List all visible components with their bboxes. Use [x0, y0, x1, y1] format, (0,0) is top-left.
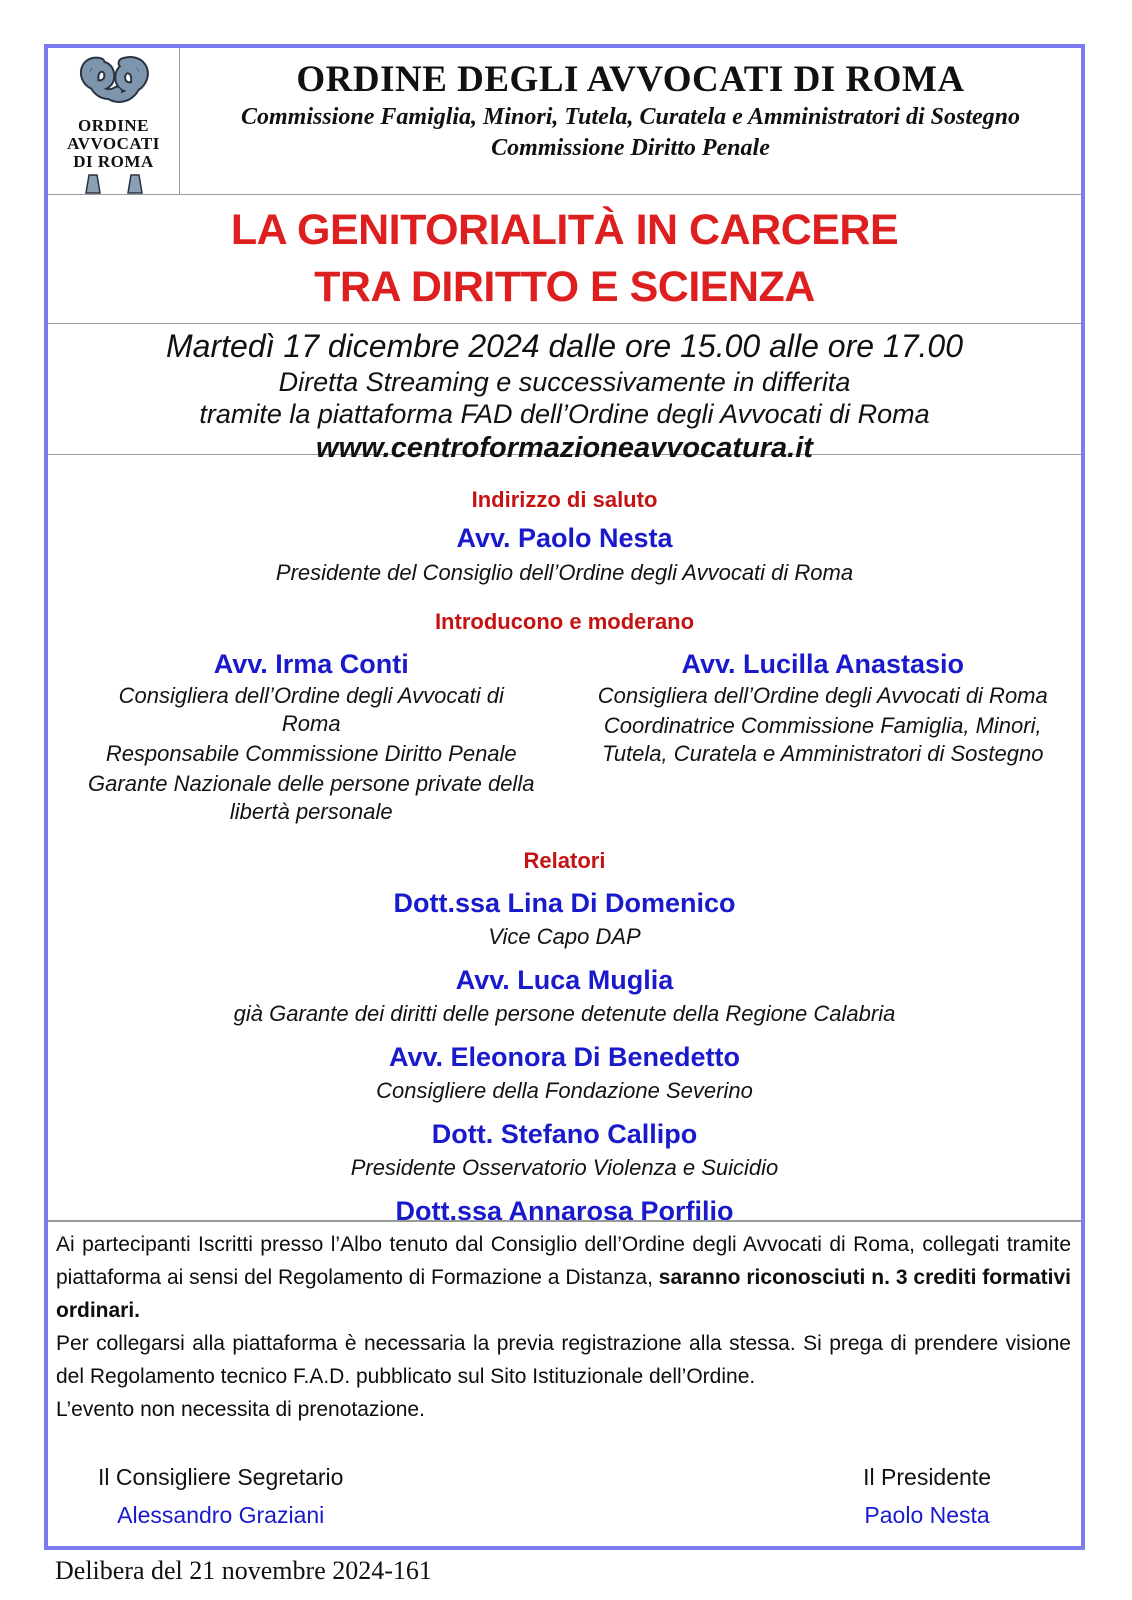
credits-note	[48, 1220, 1081, 1430]
saluto-role: Presidente del Consiglio dell’Ordine degli Avvocati di Roma	[275, 560, 854, 585]
speaker-role: Consigliere della Fondazione Severino	[376, 1078, 753, 1103]
speaker-entry	[48, 1195, 1081, 1220]
column-icon	[127, 174, 143, 194]
logo-columns-icon	[85, 174, 143, 194]
header-title-cell	[180, 48, 1081, 194]
speaker-entry	[48, 964, 1081, 1028]
logo-line-2: AVVOCATI	[67, 134, 160, 153]
moderator-role-line: Garante Nazionale delle persone private della libertà personale	[88, 771, 535, 824]
logo-line-1: ORDINE	[77, 116, 149, 135]
moderators-heading: Introducono e moderano	[434, 609, 695, 634]
delibera-note: Delibera del 21 novembre 2024-161	[55, 1556, 432, 1585]
header	[48, 48, 1081, 195]
speaker-entry	[48, 887, 1081, 951]
signature-left	[98, 1458, 343, 1546]
note-p1-bold: saranno riconosciuti n. 3 crediti formativi ordinari.	[56, 1266, 1071, 1322]
platform-line: tramite la piattaforma FAD dell’Ordine degli Avvocati di Roma	[199, 399, 930, 429]
speaker-name: Dott. Stefano Callipo	[431, 1119, 698, 1149]
saluto-heading: Indirizzo di saluto	[471, 487, 658, 512]
moderators-columns	[48, 639, 1081, 826]
signature-name: Paolo Nesta	[864, 1502, 990, 1528]
moderator-role-line: Coordinatrice Commissione Famiglia, Minori, Tutela, Curatela e Amministratori di Sostegno	[602, 713, 1044, 766]
logo-cell	[48, 48, 180, 194]
moderator-role-line: Consigliera dell’Ordine degli Avvocati di Roma	[597, 683, 1048, 708]
signature-title: Il Presidente	[863, 1464, 991, 1490]
website-url: www.centroformazioneavvocatura.it	[316, 432, 813, 464]
streaming-line: Diretta Streaming e successivamente in differita	[278, 367, 851, 397]
logo-wordmark	[67, 117, 160, 171]
knot-logo-icon	[66, 52, 162, 117]
event-date: Martedì 17 dicembre 2024 dalle ore 15.00 alle ore 17.00	[166, 328, 963, 364]
moderator-right	[565, 639, 1082, 826]
commission-line-1: Commissione Famiglia, Minori, Tutela, Curatela e Amministratori di Sostegno	[240, 104, 1021, 130]
relatori-list	[48, 887, 1081, 1220]
speaker-role: Vice Capo DAP	[488, 924, 641, 949]
moderator-left	[48, 639, 565, 826]
commission-line-2: Commissione Diritto Penale	[491, 135, 770, 161]
program-body	[48, 455, 1081, 1220]
date-block	[48, 324, 1081, 464]
event-title-line-2: TRA DIRITTO E SCIENZA	[314, 263, 815, 311]
speaker-name: Dott.ssa Lina Di Domenico	[393, 888, 736, 918]
column-icon	[85, 174, 101, 194]
signature-right	[863, 1458, 991, 1546]
event-title-line-1: LA GENITORIALITÀ IN CARCERE	[230, 206, 899, 254]
signature-name: Alessandro Graziani	[117, 1502, 325, 1528]
spacer	[48, 587, 1081, 609]
speaker-entry	[48, 1118, 1081, 1182]
logo-line-3: DI ROMA	[73, 152, 154, 171]
event-title-block	[48, 195, 1081, 324]
moderator-role-line: Responsabile Commissione Diritto Penale	[105, 741, 517, 766]
spacer	[48, 826, 1081, 848]
speaker-name: Avv. Eleonora Di Benedetto	[388, 1042, 741, 1072]
speaker-role: Presidente Osservatorio Violenza e Suicidio	[350, 1155, 779, 1180]
moderator-roles	[88, 682, 535, 826]
note-paragraph-2: Per collegarsi alla piattaforma è necessaria la previa registrazione alla stessa. Si prega di prendere visione del Regolamento tecnico F.A.D. pubblicato sul Sito Istituzionale dell’Ordine.	[56, 1332, 1071, 1388]
moderator-name: Avv. Lucilla Anastasio	[681, 649, 965, 679]
speaker-name: Avv. Luca Muglia	[455, 965, 674, 995]
moderator-name: Avv. Irma Conti	[213, 649, 409, 679]
moderator-role-line: Consigliera dell’Ordine degli Avvocati di Roma	[118, 683, 504, 736]
note-p1-regular: Ai partecipanti Iscritti presso l’Albo tenuto dal Consiglio dell’Ordine degli Avvocati di Roma, collegati tramite piattaforma ai sensi del Regolamento di Formazione a Distanza,	[56, 1233, 1071, 1289]
flyer-border-box	[44, 44, 1085, 1550]
note-paragraph-1	[56, 1228, 1071, 1327]
speaker-role: già Garante dei diritti delle persone detenute della Regione Calabria	[233, 1001, 896, 1026]
org-title: ORDINE DEGLI AVVOCATI DI ROMA	[296, 59, 965, 100]
saluto-name: Avv. Paolo Nesta	[456, 523, 673, 553]
speaker-name: Dott.ssa Annarosa Porfilio	[395, 1196, 734, 1220]
signatures	[48, 1430, 1081, 1546]
note-paragraph-3: L’evento non necessita di prenotazione.	[56, 1398, 425, 1421]
speaker-entry	[48, 1041, 1081, 1105]
moderator-roles	[595, 682, 1052, 768]
relatori-heading: Relatori	[523, 848, 606, 873]
signature-title: Il Consigliere Segretario	[98, 1464, 344, 1490]
